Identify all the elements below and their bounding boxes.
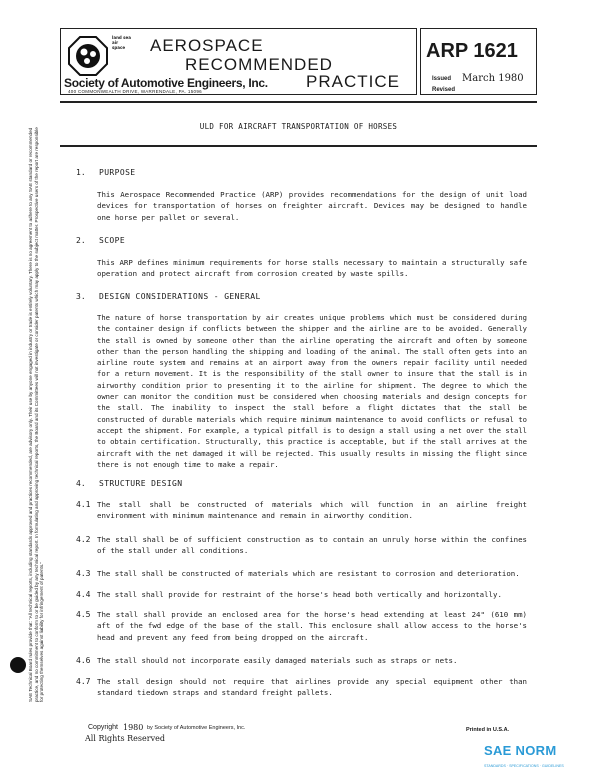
subsection-number: 4.2 bbox=[76, 535, 91, 544]
subsection-text: The stall shall be constructed of materials which will function in an airline freight environment with minimum maintenance and remain in airworthy condition. bbox=[97, 500, 527, 521]
section-text: The nature of horse transportation by air creates unique problems which must be considered during the container design if conflicts between the shipper and the airline are to be avoided. Generally the stall is owned by someone other than the airline operating the aircraft and often by someone other than the person handling the shipping and loading of the animal. The stall often gets into an airline route system and remains at an airport away from the owners repair facility until needed for a return movement. It is the responsibility of the stall owner to insure that the stall is in airworthy condition prior to presenting it to the airline for shipment. The degree to which the owner can monitor the condition must be considered when choosing materials and design concepts for the stall. The inability to inspect the stall before a flight dictates that the stall be constructed of durable materials which require minimum maintenance to avoid conflicts or refusal to accept the shipment. For example, a typical pitfall is to design a stall using a net over the stall to obtain certification. Structurally, this practice is acceptable, but if the stall arrives at the aircraft with the net damaged it will be rejected. This usually results in missing the flight since there is not enough time to make a repair. bbox=[97, 313, 527, 469]
header-title-line3: PRACTICE bbox=[306, 72, 400, 91]
section-title: DESIGN CONSIDERATIONS - GENERAL bbox=[99, 292, 261, 301]
subsection-text: The stall design should not require that airlines provide any special equipment other than standard tiedown straps and standard freight pallets. bbox=[97, 677, 527, 698]
revised-label: Revised bbox=[432, 87, 456, 93]
punch-hole bbox=[10, 657, 26, 673]
watermark-text: SAE NORM bbox=[484, 743, 557, 758]
doc-number: ARP 1621 bbox=[426, 40, 518, 62]
org-name: Society of Automotive Engineers, Inc. bbox=[64, 76, 268, 90]
subsection-number: 4.6 bbox=[76, 656, 91, 665]
printed-in: Printed in U.S.A. bbox=[466, 727, 510, 733]
copyright-year: 1980 bbox=[123, 723, 144, 732]
section-title: PURPOSE bbox=[99, 168, 136, 177]
subsection-number: 4.1 bbox=[76, 500, 91, 509]
subsection-number: 4.4 bbox=[76, 590, 91, 599]
subsection-text: The stall shall be constructed of materials which are resistant to corrosion and deterioration. bbox=[97, 569, 520, 578]
subsection-number: 4.7 bbox=[76, 677, 91, 686]
copyright-label: Copyright bbox=[88, 724, 118, 731]
section-number: 1. bbox=[76, 168, 86, 177]
section-text: This Aerospace Recommended Practice (ARP) provides recommendations for the design of unit load devices for transportation of horses on freighter aircraft. Devices may be designed to handle one horse per pallet or several. bbox=[97, 190, 527, 222]
section-number: 3. bbox=[76, 292, 86, 301]
sae-logo-icon bbox=[68, 36, 108, 76]
header-title-line2: RECOMMENDED bbox=[185, 55, 333, 74]
subsection-text: The stall shall provide an enclosed area for the horse's head extending at least 24" (610 mm) aft of the fwd edge of the base of the stall. This enclosure shall allow access to the horse's head and prevent any feed from being dropped on the aircraft. bbox=[97, 610, 527, 642]
issued-label: Issued bbox=[432, 76, 452, 82]
section-title: SCOPE bbox=[99, 236, 126, 245]
watermark-subtext: STANDARDS · SPECIFICATIONS · GUIDELINES bbox=[484, 764, 564, 768]
section-number: 4. bbox=[76, 479, 86, 488]
subsection-text: The stall should not incorporate easily damaged materials such as straps or nets. bbox=[97, 656, 458, 665]
section-title: STRUCTURE DESIGN bbox=[99, 479, 183, 488]
section-number: 2. bbox=[76, 236, 86, 245]
title-rule-bottom bbox=[60, 145, 537, 147]
rights-reserved: All Rights Reserved bbox=[85, 734, 165, 743]
title-rule-top bbox=[60, 101, 537, 103]
copyright-org: by Society of Automotive Engineers, Inc. bbox=[147, 725, 246, 731]
logo-text: land sea air space bbox=[112, 35, 131, 50]
section-text: This ARP defines minimum requirements for horse stalls necessary to maintain a structurally safe operation and protect aircraft from corrosion created by waste spills. bbox=[97, 258, 527, 279]
subsection-number: 4.5 bbox=[76, 610, 91, 619]
subsection-text: The stall shall provide for restraint of the horse's head both vertically and horizontally. bbox=[97, 590, 502, 599]
issued-value: March 1980 bbox=[462, 73, 524, 84]
subsection-text: The stall shall be of sufficient construction as to contain an unruly horse within the confines of the stall under all conditions. bbox=[97, 535, 527, 556]
header-title-line1: AEROSPACE bbox=[150, 36, 264, 55]
org-address: 400 COMMONWEALTH DRIVE, WARRENDALE, PA. 15096 bbox=[68, 89, 202, 94]
subsection-number: 4.3 bbox=[76, 569, 91, 578]
doc-title: ULD FOR AIRCRAFT TRANSPORTATION OF HORSES bbox=[199, 122, 398, 131]
legal-notice: SAE Technical Board rules provide that: "All technical reports, including standards approved and practices recommended, are advisory only. Their use by anyone engaged in industry or trade is entirely voluntary. There is no agreement to adhere to any SAE standard or recommended practice, and no commitment to conform to or be guided by any technical report. In formulating and approving technical reports, the Board and its Committees will not investigate or consider patents which may apply to the subject matter. Prospective users of the report are responsible for protecting themselves against liability for infringement of patents." bbox=[28, 127, 45, 702]
